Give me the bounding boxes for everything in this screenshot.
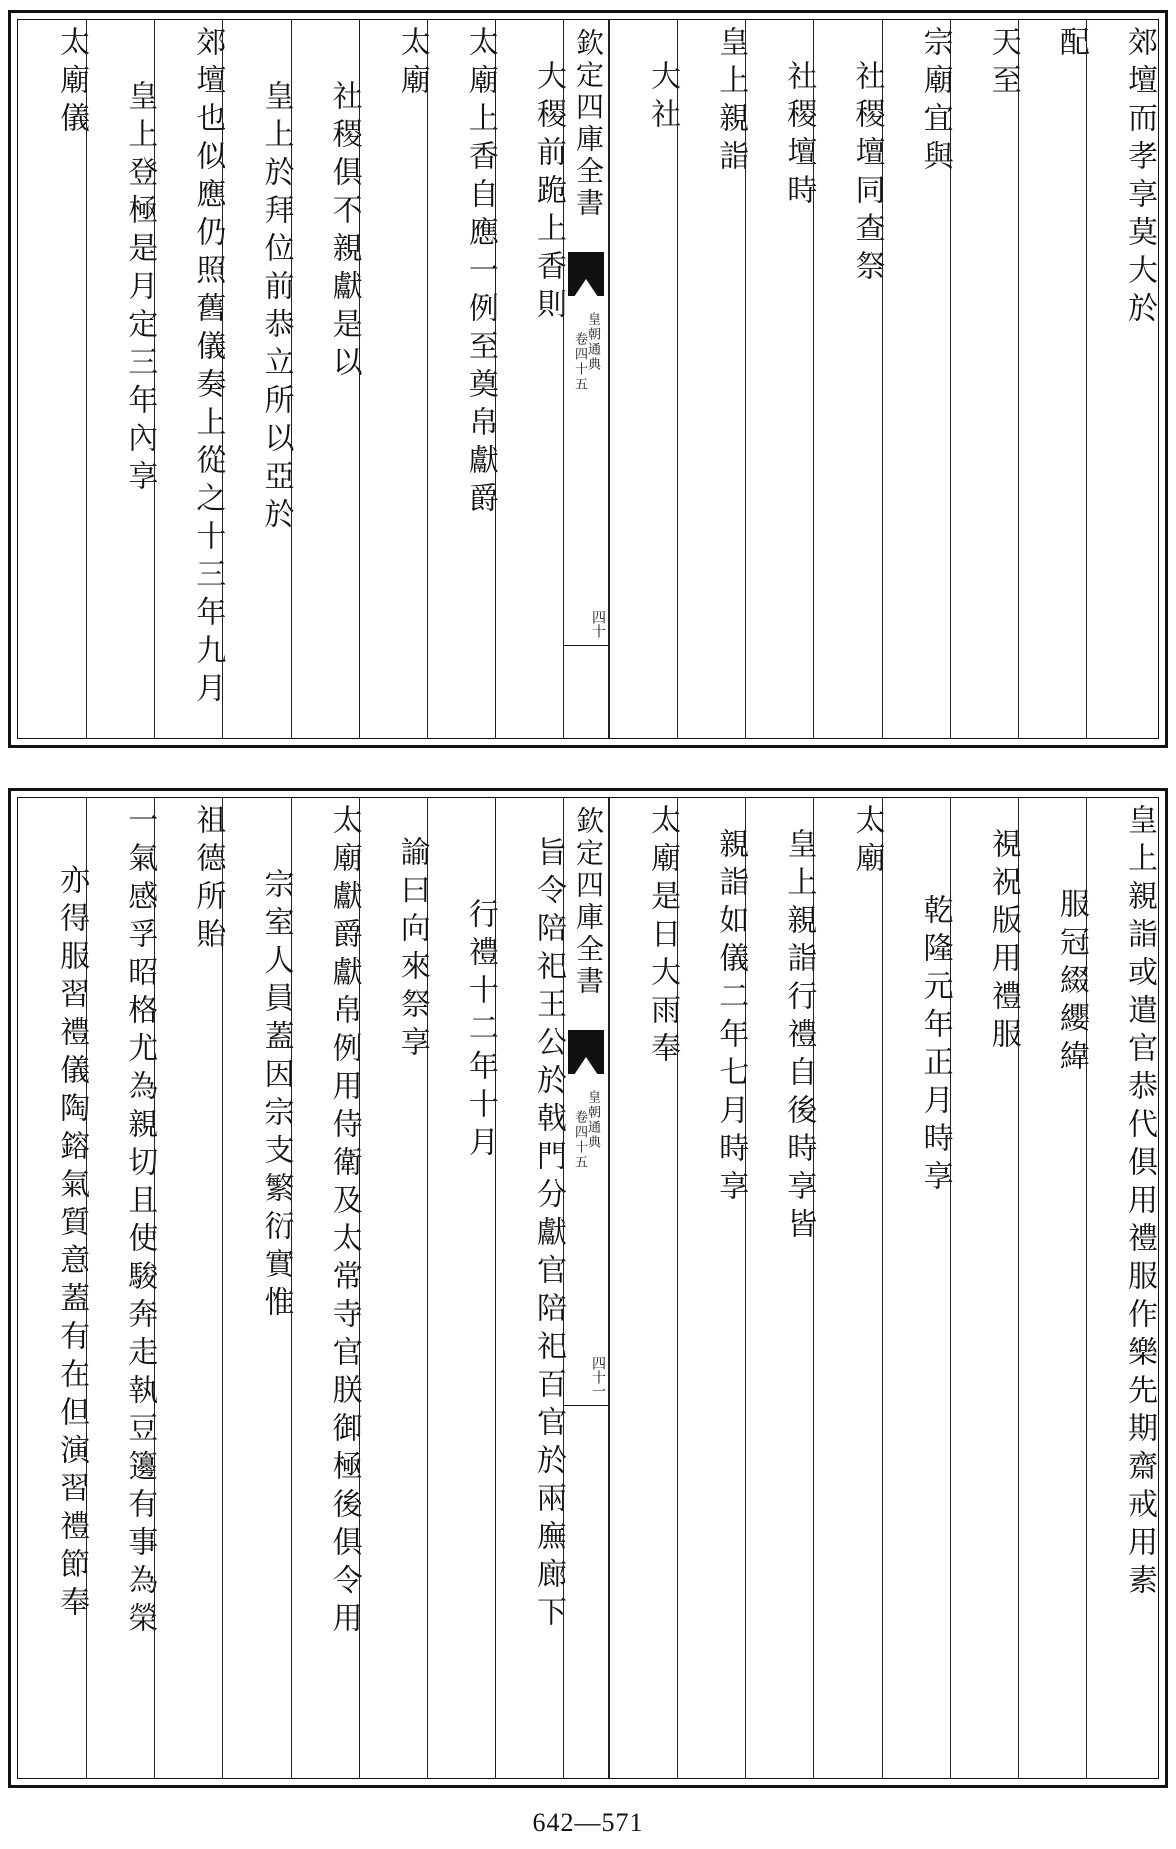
top-page-left-column — [495, 20, 566, 738]
top-page-center-rule — [564, 645, 608, 646]
bottom-page-right-column — [950, 798, 1021, 1778]
top-page-left-column-text: 太廟儀 — [54, 26, 90, 140]
top-page-center-volume: 卷四十五 — [572, 332, 587, 392]
bottom-page-left-column-text: 一氣感孚昭格尤為親切且使駿奔走執豆籩有事為榮 — [122, 804, 158, 1640]
bottom-page-left-column — [86, 798, 158, 1778]
bottom-page-right-column — [745, 798, 817, 1778]
bottom-page-right-column-text: 服冠綴纓緯 — [1053, 888, 1089, 1078]
bottom-page-frame — [17, 797, 1159, 1779]
top-page-left-column-text: 太廟上香自應一例至奠帛獻爵 — [462, 26, 498, 520]
bottom-page-right-column-text: 親詣如儀二年七月時享 — [713, 828, 749, 1208]
bottom-page-right-column-text: 皇上親詣或遣官恭代俱用禮服作樂先期齋戒用素 — [1122, 804, 1157, 1602]
top-page-right-column-text: 社稷壇同查祭 — [849, 60, 885, 288]
top-page-fish-tail-mark — [568, 252, 604, 296]
bottom-page-right-column-text: 視祝版用禮服 — [985, 828, 1021, 1056]
top-page-left-column-text: 皇上於拜位前恭立所以亞於 — [258, 80, 294, 536]
bottom-page-right-column-text: 太廟 — [849, 804, 885, 880]
bottom-page-right-column-text: 乾隆元年正月時享 — [917, 894, 953, 1198]
top-page-left-column — [359, 20, 430, 738]
top-page-right-column-text: 宗廟宜與 — [917, 26, 953, 178]
top-page-right-column — [1018, 20, 1089, 738]
top-page-left-column-text: 太廟 — [394, 26, 430, 102]
bottom-page-right-column — [813, 798, 885, 1778]
top-page-center-page-number: 四十 — [590, 610, 606, 638]
top-page-right-column — [950, 20, 1021, 738]
top-page-left-column — [86, 20, 158, 738]
bottom-page-right-column — [677, 798, 749, 1778]
bottom-page-left-column-text: 亦得服習禮儀陶鎔氣質意蓋有在但演習禮節奉 — [54, 864, 90, 1624]
top-page-left-column — [222, 20, 294, 738]
top-page-center-gutter — [563, 20, 609, 738]
bottom-page-right-column — [1018, 798, 1089, 1778]
top-page-left-column — [154, 20, 226, 738]
top-page-center-title: 欽定四庫全書 — [572, 28, 605, 220]
top-page-left-column-text: 皇上登極是月定三年內享 — [122, 80, 158, 498]
top-page-right-column-text: 配 — [1053, 26, 1089, 64]
top-page-right-column — [882, 20, 953, 738]
bottom-page-left-column-text: 太廟獻爵獻帛例用侍衛及太常寺官朕御極後俱令用 — [326, 804, 362, 1640]
bottom-page-left-column — [291, 798, 362, 1778]
bottom-page-left-column — [222, 798, 294, 1778]
bottom-page-left-column-text: 行禮十二年十月 — [462, 898, 498, 1164]
bottom-page-left-column-text: 宗室人員蓋因宗支繁衍實惟 — [258, 868, 294, 1324]
bottom-page-center-gutter — [563, 798, 609, 1778]
top-page-right-column-text: 郊壇而孝享莫大於 — [1122, 26, 1157, 330]
bottom-page-left-column — [427, 798, 498, 1778]
bottom-page-left-column-text: 旨令陪祀王公於戟門分獻官陪祀百官於兩廡廊下 — [531, 836, 566, 1634]
bottom-page-center-volume: 卷四十五 — [572, 1110, 587, 1170]
bottom-page-left-column — [18, 798, 90, 1778]
bottom-page-left-column-text: 諭曰向來祭享 — [394, 836, 430, 1064]
bottom-page-right-column-text: 太廟是日大雨奉 — [645, 804, 681, 1070]
top-page-right-column — [609, 20, 681, 738]
bottom-page-left-column — [495, 798, 566, 1778]
bottom-page-left-column — [154, 798, 226, 1778]
top-page-right-column-text: 皇上親詣 — [713, 26, 749, 178]
bottom-page — [8, 788, 1168, 1788]
top-page-left-column-text: 郊壇也似應仍照舊儀奏上從之十三年九月 — [190, 26, 226, 710]
top-page-right-column — [813, 20, 885, 738]
top-page — [8, 10, 1168, 748]
bottom-page-left-column — [359, 798, 430, 1778]
bottom-page-center-rule — [564, 1405, 608, 1406]
bottom-page-right-column — [1086, 798, 1157, 1778]
bottom-page-center-book: 皇朝通典 — [585, 1090, 600, 1150]
bottom-page-right-column — [609, 798, 681, 1778]
top-page-left-column — [427, 20, 498, 738]
bottom-page-fish-tail-mark — [568, 1030, 604, 1074]
bottom-page-center-page-number: 四十一 — [590, 1356, 606, 1398]
top-page-right-column-text: 社稷壇時 — [781, 60, 817, 212]
top-page-left-column-text: 社稷俱不親獻是以 — [326, 80, 362, 384]
top-page-right-column-text: 大社 — [645, 60, 681, 136]
top-page-right-column — [745, 20, 817, 738]
top-page-center-book: 皇朝通典 — [585, 312, 600, 372]
bottom-page-center-title: 欽定四庫全書 — [572, 806, 605, 998]
top-page-left-column — [291, 20, 362, 738]
top-page-right-column — [1086, 20, 1157, 738]
top-page-frame — [17, 19, 1159, 739]
bottom-page-right-column — [882, 798, 953, 1778]
page-footer-number: 642—571 — [532, 1808, 644, 1837]
top-page-left-column — [18, 20, 90, 738]
top-page-right-column-text: 天至 — [985, 26, 1021, 102]
bottom-page-left-column-text: 祖德所貽 — [190, 804, 226, 956]
top-page-left-column-text: 大稷前跪上香則 — [531, 60, 566, 326]
bottom-page-right-column-text: 皇上親詣行禮自後時享皆 — [781, 828, 817, 1246]
top-page-right-column — [677, 20, 749, 738]
